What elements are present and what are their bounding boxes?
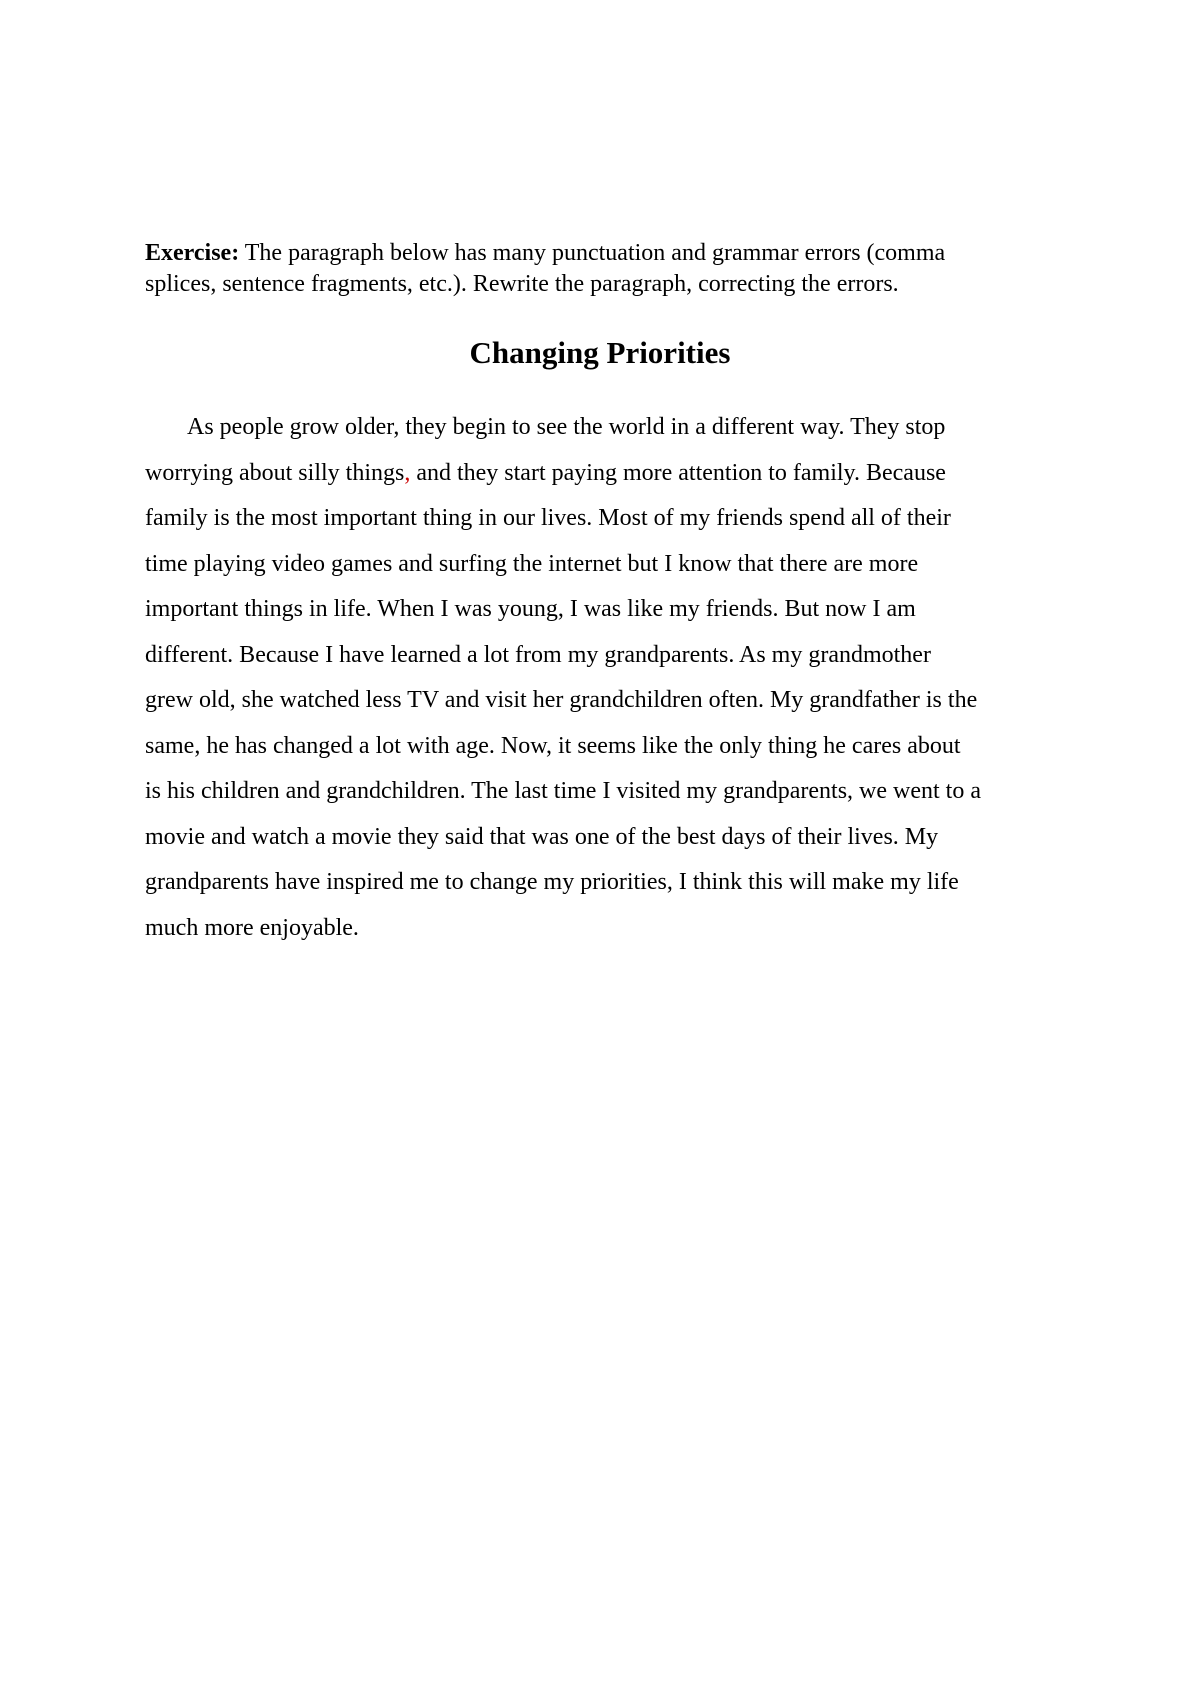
essay-line: much more enjoyable.: [145, 914, 359, 941]
instructions-line-2: splices, sentence fragments, etc.). Rewrite the paragraph, correcting the errors.: [145, 271, 899, 297]
exercise-instructions: [145, 238, 1045, 300]
essay-line: family is the most important thing in our lives. Most of my friends spend all of their: [145, 505, 951, 531]
essay-line: time playing video games and surfing the internet but I know that there are more: [145, 550, 919, 577]
essay-line: same, he has changed a lot with age. Now, it seems like the only thing he cares about: [145, 732, 961, 759]
essay-line: [145, 451, 1090, 497]
essay-title: Changing Priorities: [469, 335, 731, 370]
essay-line: important things in life. When I was young, I was like my friends. But now I am: [145, 596, 916, 622]
essay-text-segment: and they start paying more attention to family. Because: [410, 459, 946, 486]
instructions-line-1: The paragraph below has many punctuation and grammar errors (comma: [244, 240, 946, 266]
essay-text-segment: worrying about silly things: [145, 459, 405, 486]
highlighted-comma: ,: [404, 459, 411, 486]
essay-line: grandparents have inspired me to change my priorities, I think this will make my life: [145, 869, 959, 895]
exercise-label: Exercise:: [145, 240, 240, 266]
essay-line: different. Because I have learned a lot from my grandparents. As my grandmother: [145, 641, 931, 668]
essay-line: grew old, she watched less TV and visit her grandchildren often. My grandfather is the: [145, 687, 978, 713]
essay-line: As people grow older, they begin to see the world in a different way. They stop: [187, 414, 946, 440]
essay-line: movie and watch a movie they said that was one of the best days of their lives. My: [145, 823, 939, 850]
essay-line: is his children and grandchildren. The last time I visited my grandparents, we went to a: [145, 778, 982, 804]
essay-paragraph: [145, 405, 1090, 951]
